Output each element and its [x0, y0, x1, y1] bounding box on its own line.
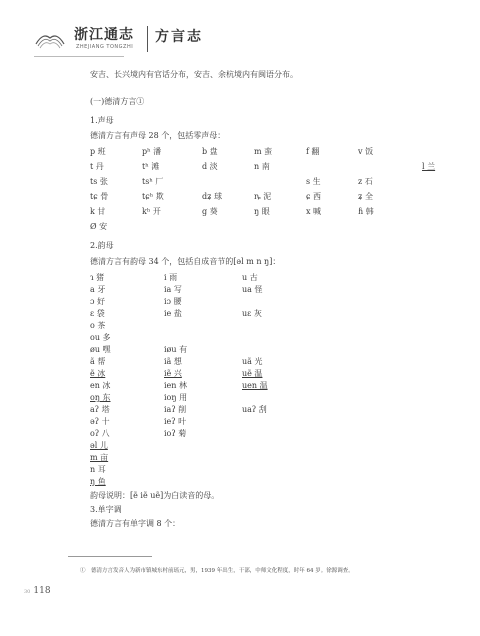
initial-cell: b 盘 — [202, 147, 218, 156]
final-cell: əʔ 十 — [90, 417, 110, 426]
initial-cell: kʰ 开 — [142, 207, 161, 216]
final-cell: oʔ 八 — [90, 429, 110, 438]
initial-cell: tɕʰ 欺 — [142, 192, 164, 201]
final-cell: uẽ 温 — [242, 369, 263, 378]
tones-description: 德清方言有单字调 8 个： — [90, 519, 181, 528]
initial-cell: d 淡 — [202, 162, 218, 171]
final-cell: ŋ 鱼 — [90, 477, 106, 486]
finals-heading: 2.韵母 — [90, 241, 114, 250]
final-cell: en 冰 — [90, 381, 111, 390]
final-cell: iɔ 腰 — [164, 297, 182, 306]
tones-heading: 3.单字调 — [90, 505, 122, 514]
initial-cell: z 石 — [358, 177, 373, 186]
initial-cell: ŋ 眼 — [254, 207, 270, 216]
final-cell: o 茶 — [90, 321, 106, 330]
final-cell: ien 林 — [164, 381, 187, 390]
final-cell: ɿ 猪 — [90, 273, 105, 282]
final-cell: øu 嘿 — [90, 345, 111, 354]
initial-cell: pʰ 潘 — [142, 147, 162, 156]
initial-cell: Ø 安 — [90, 222, 108, 231]
page-number — [24, 586, 51, 596]
final-cell: ia 写 — [164, 285, 182, 294]
final-cell: iøu 有 — [164, 345, 188, 354]
initial-cell: p 班 — [90, 147, 106, 156]
header-divider — [147, 26, 148, 52]
initial-cell: g 葵 — [202, 207, 218, 216]
initial-cell: ȵ 泥 — [254, 192, 272, 201]
final-cell: ie 盐 — [164, 309, 182, 318]
final-cell: oŋ 东 — [90, 393, 111, 402]
initial-cell: tɕ 骨 — [90, 192, 109, 201]
initial-cell: tʰ 滩 — [142, 162, 160, 171]
footnote: ① 德清方言发音人为新市镇城东村前瑶元，男，1939 年出生，干部，中师文化程度，时年 64 岁。徐源调查。 — [80, 568, 354, 574]
page-number-value: 118 — [33, 586, 51, 596]
finals-note: 韵母说明：[ẽ iẽ uẽ]为白读音的母。 — [90, 491, 220, 500]
final-cell: ou 多 — [90, 333, 111, 342]
initial-cell: x 喊 — [306, 207, 322, 216]
final-cell: əl 儿 — [90, 441, 108, 450]
logo-title: 浙江通志 — [74, 27, 134, 43]
volume-title: 方言志 — [155, 29, 203, 45]
initial-cell: k 甘 — [90, 207, 106, 216]
final-cell: iaʔ 削 — [164, 405, 187, 414]
final-cell: ieʔ 叶 — [164, 417, 187, 426]
page-header — [34, 20, 454, 60]
initial-cell: s 生 — [306, 177, 321, 186]
final-cell: iã 想 — [164, 357, 182, 366]
final-cell: n 耳 — [90, 465, 106, 474]
initials-description: 德清方言有声母 28 个，包括零声母： — [90, 131, 226, 140]
logo-subtitle: ZHEJIANG TONGZHI — [76, 44, 134, 50]
page-number-prefix: 30 — [24, 589, 31, 595]
initial-extra-cell: l 兰 — [422, 162, 436, 171]
book-logo-icon — [34, 24, 66, 50]
intro-paragraph: 安吉、长兴境内有官话分布，安吉、余杭境内有闽语分布。 — [90, 70, 298, 79]
final-cell: ioŋ 用 — [164, 393, 188, 402]
initial-cell: t 丹 — [90, 162, 104, 171]
initial-cell: dʑ 球 — [202, 192, 223, 201]
initial-cell: ɕ 西 — [306, 192, 322, 201]
final-cell: u 古 — [242, 273, 258, 282]
final-cell: iẽ 兴 — [164, 369, 182, 378]
final-cell: ioʔ 菊 — [164, 429, 187, 438]
final-cell: m 亩 — [90, 453, 109, 462]
header-rule — [34, 56, 124, 57]
initial-cell: tsʰ 厂 — [142, 177, 164, 186]
initial-cell: ts 张 — [90, 177, 108, 186]
footnote-rule — [68, 556, 152, 557]
final-cell: i 雨 — [164, 273, 178, 282]
final-cell: uã 光 — [242, 357, 263, 366]
final-cell: ẽ 冰 — [90, 369, 106, 378]
finals-description: 德清方言有韵母 34 个，包括自成音节的[əl m n ŋ]： — [90, 257, 281, 266]
initial-cell: n 南 — [254, 162, 270, 171]
initial-cell: v 饭 — [358, 147, 374, 156]
final-cell: uaʔ 刮 — [242, 405, 267, 414]
final-cell: ua 怪 — [242, 285, 263, 294]
initial-cell: ɦ 韩 — [358, 207, 374, 216]
initial-cell: m 蛮 — [254, 147, 273, 156]
final-cell: uɛ 灰 — [242, 309, 262, 318]
final-cell: ɔ 好 — [90, 297, 106, 306]
final-cell: ɛ 袋 — [90, 309, 105, 318]
final-cell: ã 帮 — [90, 357, 106, 366]
final-cell: a 牙 — [90, 285, 106, 294]
initial-cell: f 翻 — [306, 147, 320, 156]
final-cell: uen 温 — [242, 381, 268, 390]
section-title: (一)德清方言① — [90, 97, 145, 106]
final-cell: aʔ 塔 — [90, 405, 110, 414]
initial-cell: ʑ 全 — [358, 192, 374, 201]
initials-heading: 1.声母 — [90, 116, 114, 125]
